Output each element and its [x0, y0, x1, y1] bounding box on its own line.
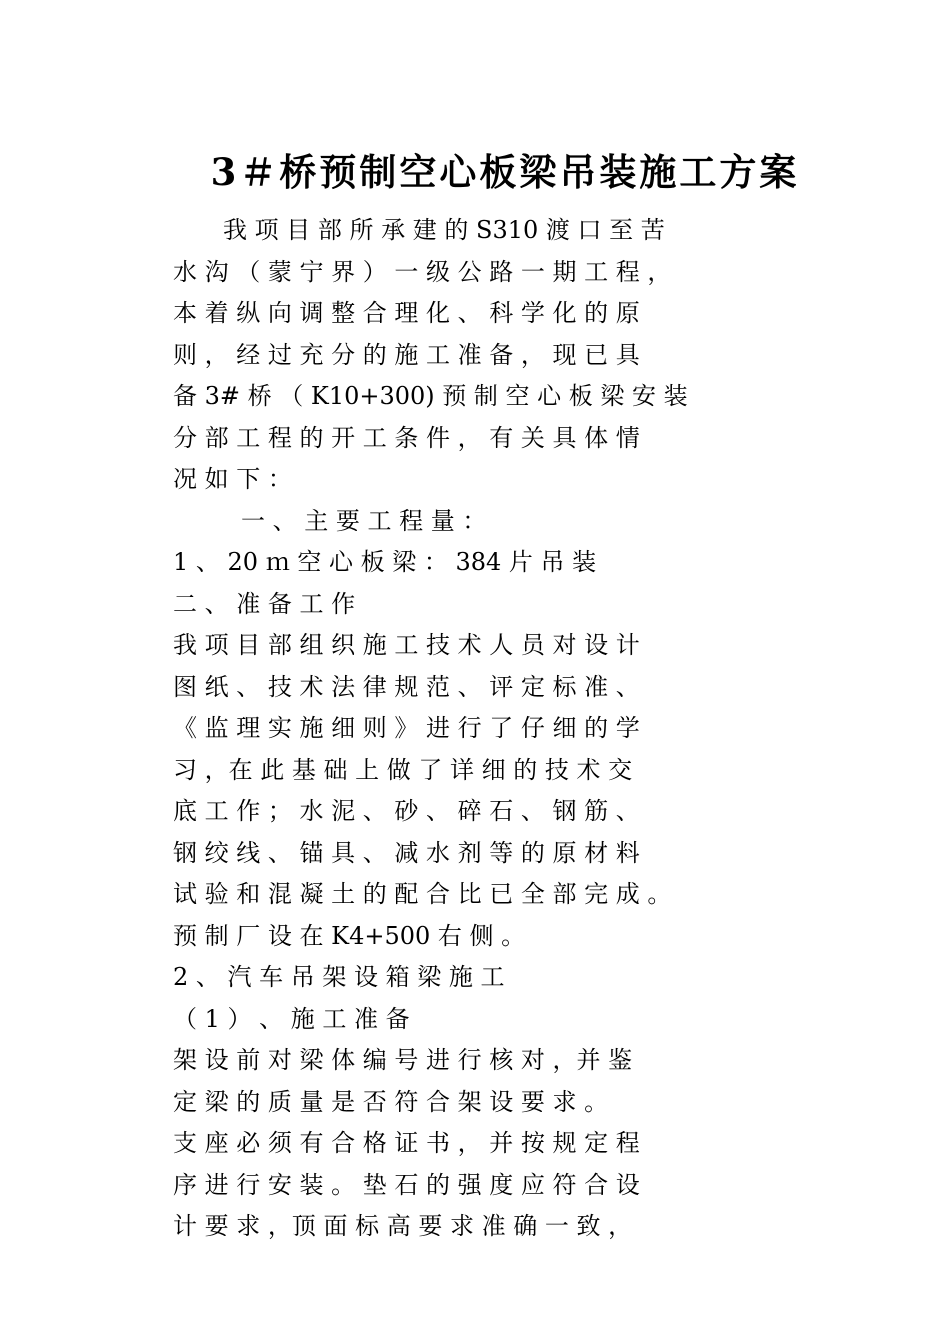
body-line: 预 制 厂 设 在 K4+500 右 侧 。	[173, 921, 526, 950]
body-line: 备 3# 桥 （ K10+300) 预 制 空 心 板 梁 安 装	[173, 382, 688, 410]
body-line: 试 验 和 混 凝 土 的 配 合 比 已 全 部 完 成 。	[173, 880, 672, 908]
body-line: 计 要 求 ，顶 面 标 高 要 求 准 确 一 致 ，	[173, 1212, 633, 1240]
body-line: 图 纸 、 技 术 法 律 规 范 、 评 定 标 准 、	[173, 672, 640, 701]
body-line: 钢 绞 线 、 锚 具 、 减 水 剂 等 的 原 材 料	[173, 838, 640, 867]
section-heading: 2 、 汽 车 吊 架 设 箱 梁 施 工	[173, 963, 505, 991]
body-line: 我 项 目 部 组 织 施 工 技 术 人 员 对 设 计	[173, 631, 640, 659]
document-title: 3＃桥预制空心板梁吊装施工方案	[210, 150, 800, 194]
body-line: 习 ，在 此 基 础 上 做 了 详 细 的 技 术 交	[173, 755, 633, 784]
document-body	[173, 210, 863, 1248]
body-line: 水 沟 （ 蒙 宁 界 ） 一 级 公 路 一 期 工 程 ，	[173, 257, 672, 286]
body-line: 况 如 下 ：	[173, 465, 292, 493]
body-line: 我 项 目 部 所 承 建 的 S310 渡 口 至 苦	[223, 216, 665, 244]
body-line: 架 设 前 对 梁 体 编 号 进 行 核 对 ，并 鉴	[173, 1046, 633, 1074]
body-line: 底 工 作 ； 水 泥 、 砂 、 碎 石 、 钢 筋 、	[173, 797, 640, 825]
body-line: 定 梁 的 质 量 是 否 符 合 架 设 要 求 。	[173, 1087, 609, 1116]
body-line: 则 ， 经 过 充 分 的 施 工 准 备 ， 现 已 具	[173, 340, 640, 369]
body-line: 《 监 理 实 施 细 则 》 进 行 了 仔 细 的 学	[173, 714, 640, 742]
body-line: 1 、 20 ｍ 空 心 板 梁 ： 384 片 吊 装	[173, 548, 597, 576]
body-line: 支 座 必 须 有 合 格 证 书 ， 并 按 规 定 程	[173, 1129, 640, 1157]
body-line: 分 部 工 程 的 开 工 条 件 ， 有 关 具 体 情	[173, 423, 640, 452]
body-line: 本 着 纵 向 调 整 合 理 化 、 科 学 化 的 原	[173, 299, 640, 327]
body-line: 序 进 行 安 装 。 垫 石 的 强 度 应 符 合 设	[173, 1170, 640, 1199]
section-heading: 二 、 准 备 工 作	[173, 589, 356, 618]
subsection-heading: （ 1 ） 、 施 工 准 备	[173, 1004, 410, 1033]
section-heading: 一 、 主 要 工 程 量 ：	[241, 506, 487, 535]
